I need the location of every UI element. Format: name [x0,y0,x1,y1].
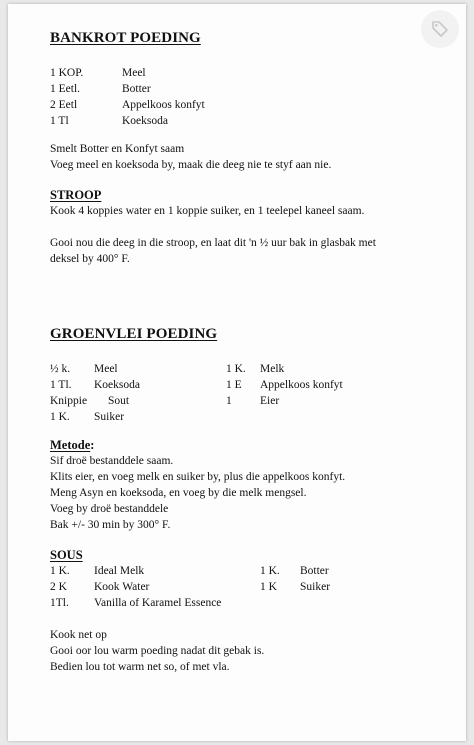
sauce-item: Ideal Melk [94,565,145,577]
ingredient-qty: 1 K. [226,363,246,375]
syrup-step: Gooi nou die deeg in die stroop, en laat dit 'n ½ uur bak in glasbak met [50,237,376,249]
ingredient-item: Sout [108,395,130,407]
ingredient-item: Appelkoos konfyt [122,99,205,111]
recipe1-title: BANKROT POEDING [50,30,201,46]
ingredient-item: Koeksoda [94,379,140,391]
method-heading-wrap [50,438,94,453]
sauce-item: Kook Water [94,581,150,593]
sauce-step: Gooi oor lou warm poeding nadat dit gebak is. [50,645,265,657]
tag-button[interactable] [421,10,459,48]
ingredient-qty: 1 [226,395,232,407]
recipe2-title: GROENVLEI POEDING [50,326,218,342]
sauce-qty: 1 K. [260,565,280,577]
ingredient-item: Meel [122,67,146,79]
syrup-heading: STROOP [50,188,102,202]
sauce-item: Suiker [300,581,331,593]
method-step: Klits eier, en voeg melk en suiker by, plus die appelkoos konfyt. [50,471,346,483]
method-colon: : [90,438,95,452]
sauce-qty: 1 K. [50,565,70,577]
method-step: Sif droë bestanddele saam. [50,455,174,467]
ingredient-qty: Knippie [50,395,88,407]
ingredient-qty: 1 K. [50,411,70,423]
ingredient-qty: 1 Eetl. [50,83,81,95]
step-text: Smelt Botter en Konfyt saam [50,143,185,155]
tag-icon [430,19,450,39]
ingredient-item: Botter [122,83,151,95]
syrup-step: deksel by 400° F. [50,253,130,265]
ingredient-item: Eier [260,395,280,407]
ingredient-item: Meel [94,363,118,375]
method-step: Bak +/- 30 min by 300° F. [50,519,171,531]
sauce-qty: 2 K [50,581,67,593]
method-step: Voeg by droë bestanddele [50,503,169,515]
ingredient-item: Appelkoos konfyt [260,379,343,391]
method-heading: Metode [50,438,91,452]
ingredient-qty: 1 E [226,379,242,391]
sauce-step: Bedien lou tot warm net so, of met vla. [50,661,230,673]
recipe-page [8,4,466,741]
sauce-item: Vanilla of Karamel Essence [94,597,222,609]
ingredient-item: Koeksoda [122,115,168,127]
ingredient-qty: 1 Tl [50,115,69,127]
ingredient-qty: ½ k. [50,363,71,375]
ingredient-item: Melk [260,363,285,375]
sauce-qty: 1 K [260,581,277,593]
syrup-step: Kook 4 koppies water en 1 koppie suiker, en 1 teelepel kaneel saam. [50,205,365,217]
ingredient-item: Suiker [94,411,125,423]
step-text: Voeg meel en koeksoda by, maak die deeg nie te styf aan nie. [50,159,332,171]
ingredient-qty: 1 Tl. [50,379,72,391]
ingredient-qty: 1 KOP. [50,67,84,79]
sauce-heading: SOUS [50,548,83,562]
sauce-item: Botter [300,565,329,577]
method-step: Meng Asyn en koeksoda, en voeg by die melk mengsel. [50,487,307,499]
ingredient-qty: 2 Eetl [50,99,78,111]
sauce-qty: 1Tl. [50,597,69,609]
sauce-step: Kook net op [50,629,107,641]
